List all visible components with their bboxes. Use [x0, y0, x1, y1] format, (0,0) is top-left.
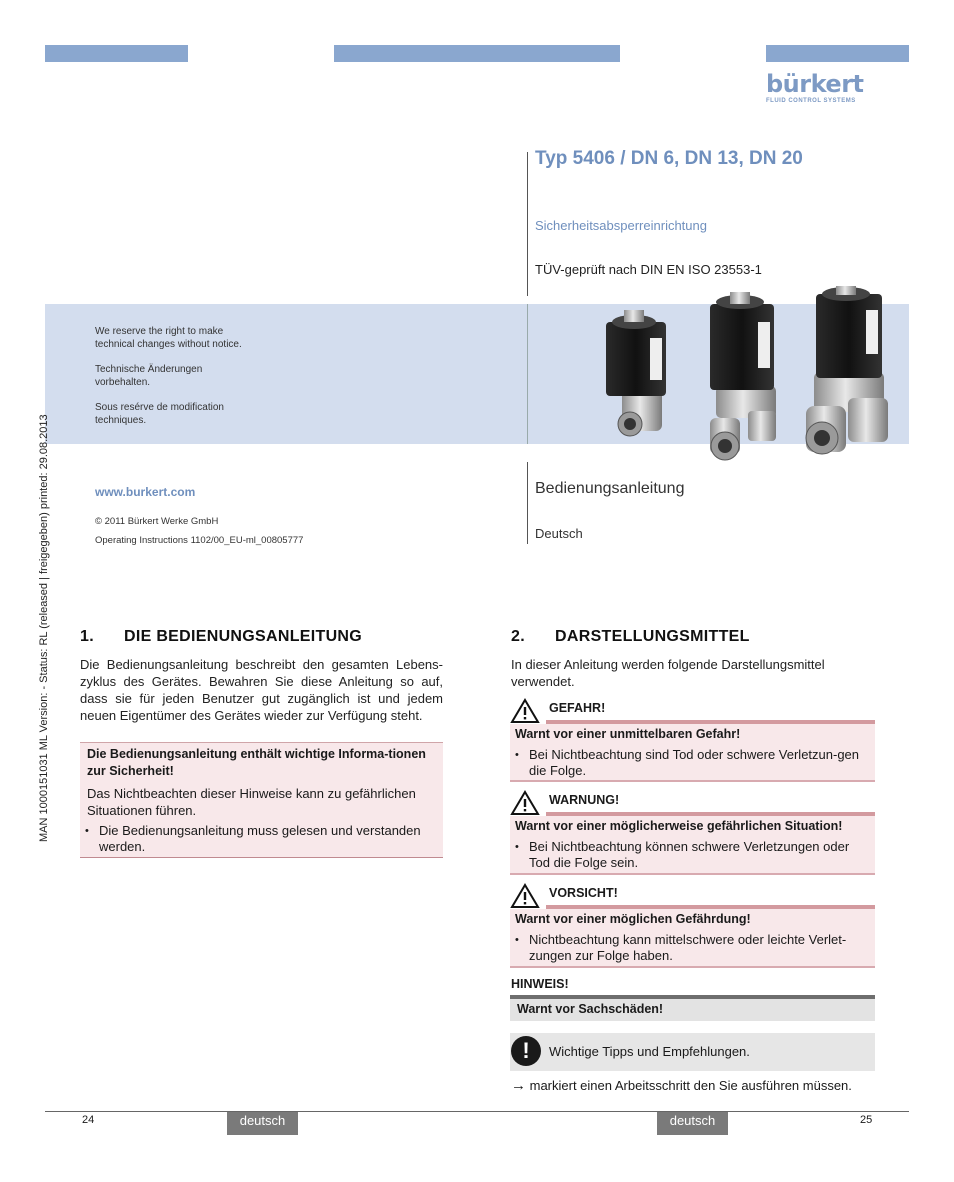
divider-upper: [527, 152, 528, 296]
valve-large: [806, 286, 888, 454]
warning-header-danger: [510, 698, 875, 724]
operating-instructions-id: Operating Instructions 1102/00_EU-ml_00805777: [95, 535, 304, 546]
valve-product-image: [598, 286, 898, 462]
action-step-text: markiert einen Arbeitsschritt den Sie ausführen müssen.: [529, 1078, 852, 1093]
warning-label: WARNUNG!: [549, 793, 620, 807]
warning-triangle-icon: [510, 698, 540, 724]
burkert-logo: [766, 70, 864, 110]
info-box-bullet: • Die Bedienungsanleitung muss gelesen und verstanden werden.: [80, 823, 436, 855]
language-tab-left: deutsch: [227, 1112, 298, 1135]
section1-info-box: [80, 742, 443, 858]
document-language: Deutsch: [535, 526, 583, 541]
warning-body-warning: [510, 816, 875, 875]
band-divider: [527, 304, 528, 444]
warning-title: Warnt vor einer unmittelbaren Gefahr!: [515, 727, 741, 741]
section2-intro: In dieser Anleitung werden folgende Darstellungsmittel verwendet.: [511, 657, 825, 689]
info-box-text: Das Nichtbeachten dieser Hinweise kann zu gefährlichen Situationen führen.: [87, 786, 416, 818]
header-bar-left: [45, 45, 188, 62]
section1-body: Die Bedienungsanleitung beschreibt den gesamten Lebens-zyklus des Gerätes. Bewahren Sie diese Anleitung so auf, dass sie für jeden Benutzer gut zugänglich ist und jedem neuen Eigentümer des Gerätes wieder zur Verfügung steht.: [80, 657, 443, 723]
logo-wordmark: bürkert: [766, 70, 864, 98]
divider-lower: [527, 462, 528, 544]
notice-label: HINWEIS!: [511, 977, 569, 991]
website-link[interactable]: www.burkert.com: [95, 485, 196, 499]
page-number-right: 25: [860, 1114, 873, 1126]
header-bar-right: [766, 45, 909, 62]
warning-title: Warnt vor einer möglicherweise gefährlichen Situation!: [515, 819, 843, 833]
warning-bullet: • Bei Nichtbeachtung sind Tod oder schwere Verletzun-gen die Folge.: [510, 747, 870, 779]
warning-triangle-icon: [510, 883, 540, 909]
warning-body-danger: [510, 724, 875, 782]
tip-text: Wichtige Tipps und Empfehlungen.: [549, 1044, 750, 1059]
warning-header-warning: [510, 790, 875, 816]
product-title: Typ 5406 / DN 6, DN 13, DN 20: [535, 148, 803, 169]
document-type: Bedienungsanleitung: [535, 480, 685, 497]
warning-bullet: • Bei Nichtbeachtung können schwere Verletzungen oder Tod die Folge sein.: [510, 839, 870, 871]
tip-box: [510, 1033, 875, 1071]
warning-bullet: • Nichtbeachtung kann mittelschwere oder leichte Verlet-zungen zur Folge haben.: [510, 932, 870, 964]
page-number-left: 24: [82, 1114, 95, 1126]
logo-tagline: FLUID CONTROL SYSTEMS: [766, 98, 856, 104]
valve-small: [606, 310, 666, 436]
section2-heading: 2. DARSTELLUNGSMITTEL: [511, 628, 750, 645]
reserve-notice-en: We reserve the right to make technical changes without notice.: [95, 326, 242, 350]
warning-label: VORSICHT!: [549, 886, 618, 900]
warning-header-caution: [510, 883, 875, 909]
copyright: © 2011 Bürkert Werke GmbH: [95, 516, 219, 527]
header-bar-center: [334, 45, 620, 62]
print-status-vertical: MAN 1000151031 ML Version: - Status: RL (released | freigegeben) printed: 29.08.2013: [38, 414, 50, 842]
valve-medium: [710, 292, 776, 460]
certification-text: TÜV-geprüft nach DIN EN ISO 23553-1: [535, 262, 762, 277]
action-step-line: [511, 1077, 852, 1094]
notice-text: Warnt vor Sachschäden!: [517, 1002, 664, 1016]
info-box-title: Die Bedienungsanleitung enthält wichtige Informa-tionen zur Sicherheit!: [87, 747, 426, 778]
notice-box: [510, 999, 875, 1021]
section1-heading: 1. DIE BEDIENUNGSANLEITUNG: [80, 628, 363, 645]
language-tab-right: deutsch: [657, 1112, 728, 1135]
warning-triangle-icon: [510, 790, 540, 816]
reserve-notice-de: Technische Änderungen vorbehalten.: [95, 364, 203, 388]
warning-body-caution: [510, 909, 875, 968]
warning-title: Warnt vor einer möglichen Gefährdung!: [515, 912, 751, 926]
exclamation-icon: !: [511, 1036, 541, 1066]
product-subtitle: Sicherheitsabsperreinrichtung: [535, 218, 707, 233]
arrow-right-icon: →: [511, 1077, 526, 1094]
footer-line: [45, 1111, 909, 1112]
reserve-notice-fr: Sous resérve de modification techniques.: [95, 402, 224, 426]
warning-label: GEFAHR!: [549, 701, 606, 715]
